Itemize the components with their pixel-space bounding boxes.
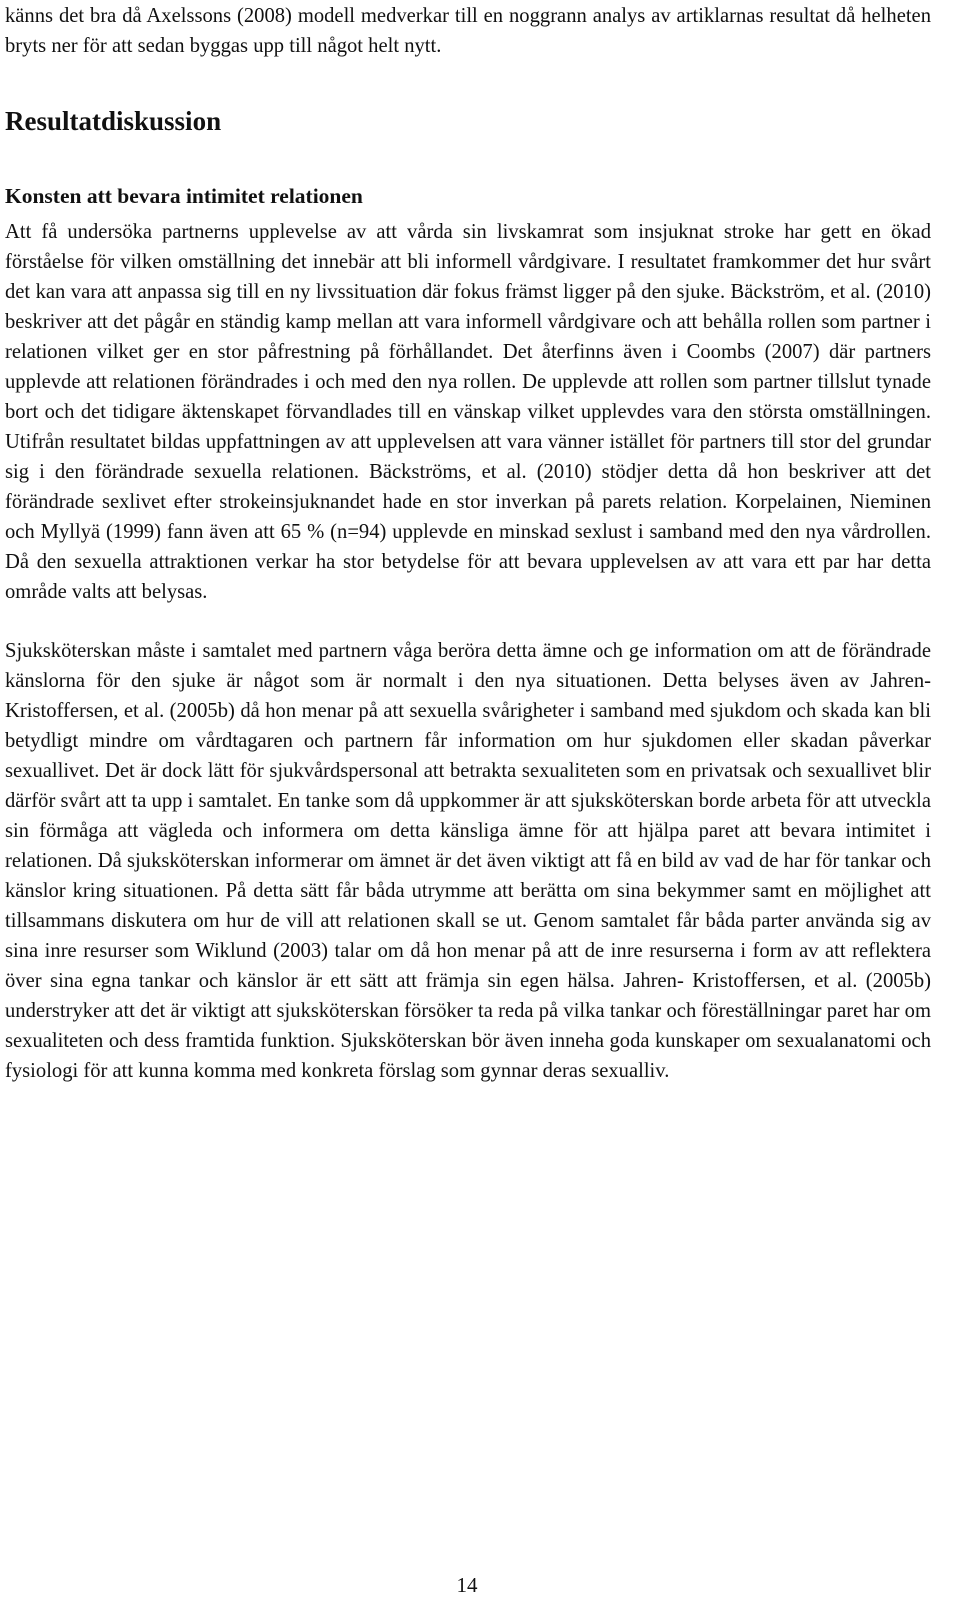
- section-heading: Resultatdiskussion: [5, 106, 222, 136]
- document-page: [5, 0, 931, 1086]
- intro-continuation-paragraph: känns det bra då Axelssons (2008) modell medverkar till en noggrann analys av artiklarnas resultat då helheten bryts ner för att sedan byggas upp till något helt nytt.: [5, 5, 931, 57]
- body-paragraph-2: Sjuksköterskan måste i samtalet med partnern våga beröra detta ämne och ge information om att de förändrade känslorna för den sjuke är något som är normalt i den nya situationen. Detta belyses även av Jahren- Kristoffersen, et al. (2005b) då hon menar på att sexuella svårigheter i samband med sjukdom och skada kan bli betydligt mindre om vårdtagaren och partnern får information om hur sjukdomen eller skadan påverkar sexuallivet. Det är dock lätt för sjukvårdspersonal att betrakta sexualiteten som en privatsak och sexuallivet blir därför svårt att ta upp i samtalet. En tanke som då uppkommer är att sjuksköterskan borde arbeta för att utveckla sin förmåga att vägleda och informera om detta känsliga ämne för att hjälpa paret att bevara intimitet i relationen. Då sjuksköterskan informerar om ämnet är det även viktigt att få en bild av vad de har för tankar och känslor kring situationen. På detta sätt får båda utrymme att berätta om sina bekymmer samt en möjlighet att tillsammans diskutera om hur de vill att relationen skall se ut. Genom samtalet får båda parter använda sig av sina inre resurser som Wiklund (2003) talar om då hon menar på att de inre resurserna i form av att reflektera över sina egna tankar och känslor är ett sätt att främja sin egen hälsa. Jahren- Kristoffersen, et al. (2005b) understryker att det är viktigt att sjuksköterskan försöker ta reda på vilka tankar och föreställningar paret har om sexualiteten och dess framtida funktion. Sjuksköterskan bör även inneha goda kunskaper om sexualanatomi och fysiologi för att kunna komma med konkreta förslag som gynnar deras sexualliv.: [5, 640, 931, 1082]
- subsection-heading: Konsten att bevara intimitet relationen: [5, 184, 363, 208]
- page-number: 14: [456, 1573, 478, 1597]
- body-paragraph-1: Att få undersöka partnerns upplevelse av att vårda sin livskamrat som insjuknat stroke har gett en ökad förståelse för vilken omställning det innebär att bli informell vårdgivare. I resultatet framkommer det hur svårt det kan vara att anpassa sig till en ny livssituation där fokus främst ligger på den sjuke. Bäckström, et al. (2010) beskriver att det pågår en ständig kamp mellan att vara informell vårdgivare och att behålla rollen som partner i relationen vilket ger en stor påfrestning på förhållandet. Det återfinns även i Coombs (2007) där partners upplevde att relationen förändrades i och med den nya rollen. De upplevde att rollen som partner tillslut tynade bort och det tidigare äktenskapet förvandlades till en vänskap vilket upplevdes vara den största omställningen. Utifrån resultatet bildas uppfattningen av att upplevelsen att vara vänner istället för partners till stor del grundar sig i den förändrade sexuella relationen. Bäckströms, et al. (2010) stödjer detta då hon beskriver att det förändrade sexlivet efter strokeinsjuknandet hade en stor inverkan på parets relation. Korpelainen, Nieminen och Myllyä (1999) fann även att 65 % (n=94) upplevde en minskad sexlust i samband med den nya vårdrollen. Då den sexuella attraktionen verkar ha stor betydelse för att bevara upplevelsen av att vara ett par har detta område valts att belysas.: [5, 221, 931, 603]
